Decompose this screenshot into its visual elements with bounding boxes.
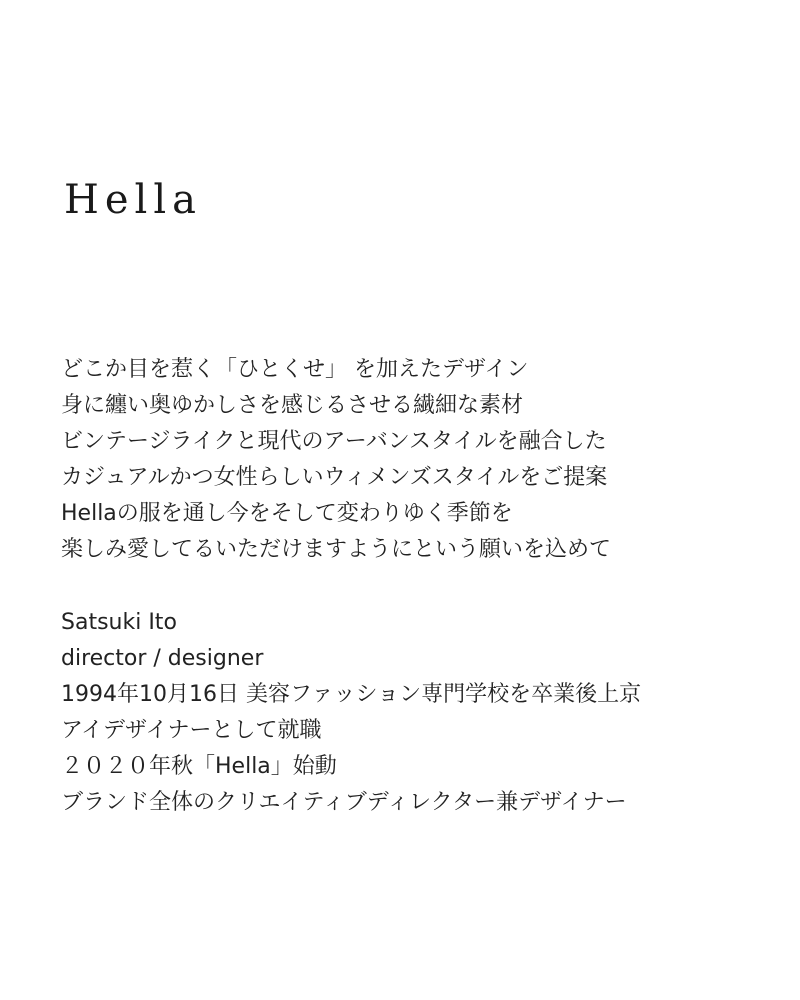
designer-name: Satsuki Ito	[61, 610, 177, 635]
history-line: 1994年10月16日 美容ファッション専門学校を卒業後上京	[61, 682, 642, 707]
brand-concept-text	[61, 352, 611, 568]
history-line: ２０２０年秋「Hella」始動	[61, 754, 337, 779]
designer-profile	[61, 605, 641, 821]
history-line: ブランド全体のクリエイティブディレクター兼デザイナー	[61, 790, 627, 815]
designer-role: director / designer	[61, 646, 264, 671]
concept-line: Hellaの服を通し今をそして変わりゆく季節を	[61, 501, 513, 526]
history-line: アイデザイナーとして就職	[61, 718, 322, 743]
concept-line: 楽しみ愛してるいただけますようにという願いを込めて	[61, 537, 612, 562]
concept-line: 身に纏い奥ゆかしさを感じるさせる繊細な素材	[61, 393, 524, 418]
concept-line: どこか目を惹く「ひとくせ」 を加えたデザイン	[61, 357, 529, 382]
brand-logo: Hella	[64, 177, 202, 223]
concept-line: カジュアルかつ女性らしいウィメンズスタイルをご提案	[61, 465, 608, 490]
concept-line: ビンテージライクと現代のアーバンスタイルを融合した	[61, 429, 607, 454]
